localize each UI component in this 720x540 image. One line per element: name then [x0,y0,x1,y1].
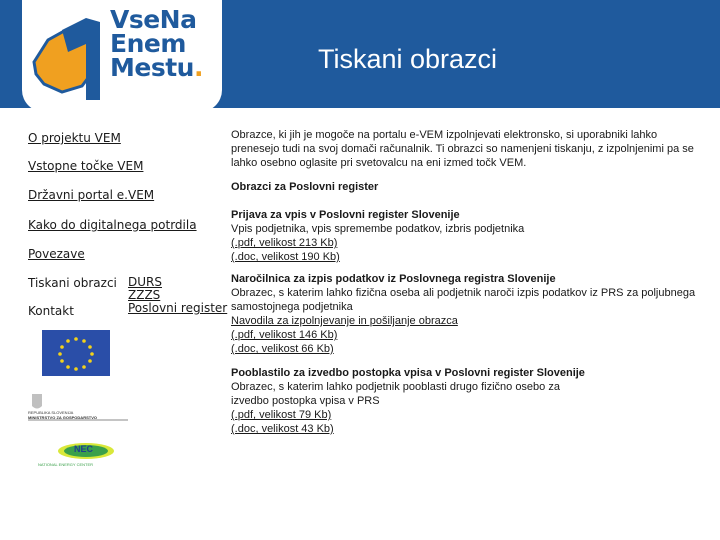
nec-caption: NATIONAL ENERGY CENTER [38,462,94,467]
nec-logo-text: NEC [74,444,94,454]
page-title: Tiskani obrazci [318,44,498,74]
nav-item-digitalno-potrdilo[interactable]: Kako do digitalnega potrdila [28,218,197,232]
form-1-desc: Vpis podjetnika, vpis spremembe podatkov, izbris podjetnika [231,223,525,235]
form-3-pdf-link[interactable]: (.pdf, velikost 79 Kb) [231,409,332,421]
form-1-doc-link[interactable]: (.doc, velikost 190 Kb) [231,251,340,263]
nav-item-drzavni-portal[interactable]: Državni portal e.VEM [28,188,155,202]
nav-item-o-projektu[interactable]: O projektu VEM [28,131,121,145]
ministry-logo [28,390,128,430]
vem-logo[interactable] [22,0,222,112]
subnav-item-poslovni-register[interactable]: Poslovni register [128,301,228,315]
main-content [231,128,701,436]
subnav-item-zzzs[interactable]: ZZZS [128,288,161,302]
form-3-doc-link[interactable]: (.doc, velikost 43 Kb) [231,423,334,435]
nav-item-kontakt[interactable]: Kontakt [28,304,74,318]
page-header [0,0,720,108]
logo-line-2: Enem [110,29,186,58]
nav-item-tiskani-obrazci[interactable]: Tiskani obrazci [28,276,117,290]
logo-wordmark [110,5,230,82]
form-2-pdf-link[interactable]: (.pdf, velikost 146 Kb) [231,329,338,341]
intro-text: Obrazce, ki jih je mogoče na portalu e-VEM izpolnjevati elektronsko, si uporabniki lahko prenesejo tudi na svoj domači računalnik. Ti obrazci so namenjeni tiskanju, z izpolnjenimi pa se lahko osebno oglasite pri svetovalcu na eni izmed točk VEM. [231,129,694,169]
section-title: Obrazci za Poslovni register [231,181,379,193]
nec-logo [38,442,130,468]
form-2-title: Naročilnica za izpis podatkov iz Poslovnega registra Slovenije [231,273,556,285]
nav-item-povezave[interactable]: Povezave [28,247,85,261]
form-2-guide-link[interactable]: Navodila za izpolnjevanje in pošiljanje obrazca [231,315,458,327]
subnav-item-durs[interactable]: DURS [128,275,162,289]
logo-dot: . [193,53,203,82]
form-1-title: Prijava za vpis v Poslovni register Slovenije [231,209,460,221]
form-2-desc: Obrazec, s katerim lahko fizična oseba ali podjetnik naroči izpis podatkov iz PRS za poljubnega samostojnega podjetnika [231,287,696,313]
form-3-title: Pooblastilo za izvedbo postopka vpisa v Poslovni register Slovenije [231,367,585,379]
logo-line-3-text: Mestu [110,53,194,82]
nav-item-vstopne-tocke[interactable]: Vstopne točke VEM [28,159,144,173]
logo-line-3 [110,53,230,82]
ministry-line-1: REPUBLIKA SLOVENIJA [28,410,74,415]
form-1-pdf-link[interactable]: (.pdf, velikost 213 Kb) [231,237,338,249]
ministry-line-2: MINISTRSTVO ZA GOSPODARSTVO [28,415,97,420]
form-3-desc: Obrazec, s katerim lahko podjetnik pooblasti drugo fizično osebo za izvedbo postopka vpisa v PRS [231,381,560,407]
form-2-doc-link[interactable]: (.doc, velikost 66 Kb) [231,343,334,355]
eu-flag-icon [42,330,110,376]
logo-line-1: VseNa [110,5,197,34]
